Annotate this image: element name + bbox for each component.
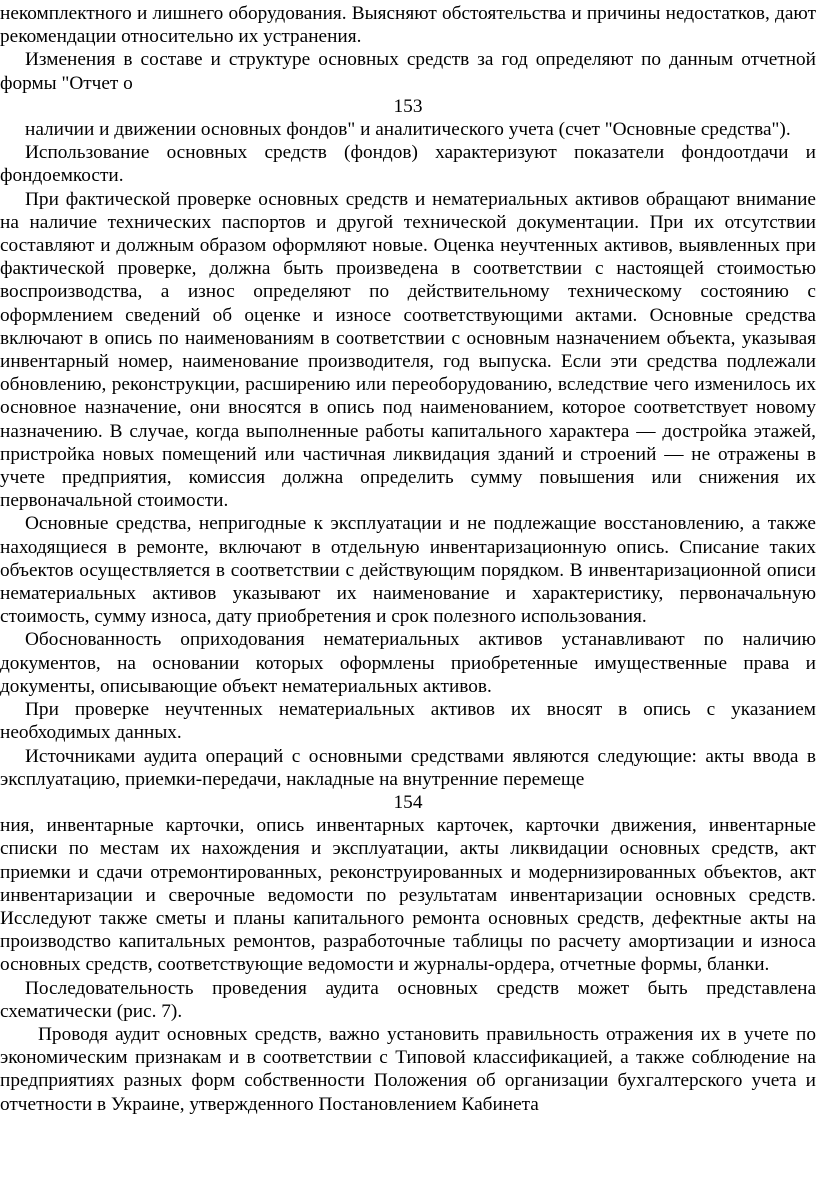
paragraph-continuation: некомплектного и лишнего оборудования. Выясняют обстоятельства и причины недостатков, дают рекомендации относительно их устранения. — [0, 3, 816, 48]
paragraph: Последовательность проведения аудита основных средств может быть представлена схематически (рис. 7). — [0, 977, 816, 1022]
paragraph: Основные средства, непригодные к эксплуатации и не подлежащие восстановлению, а также находящиеся в ремонте, включают в отдельную инвентаризационную опись. Списание таких объектов осуществляется в соответствии с действующим порядком. В инвентаризационной описи нематериальных активов указывают их наименование и характеристику, первоначальную стоимость, сумму износа, дату приобретения и срок полезного использования. — [0, 513, 816, 628]
paragraph: При фактической проверке основных средств и нематериальных активов обращают внимание на наличие технических паспортов и другой технической документации. При их отсутствии составляют и должным образом оформляют новые. Оценка неучтенных активов, выявленных при фактической проверке, должна быть произведена в соответствии с настоящей стоимостью воспроизводства, а износ определяют по действительному техническому состоянию с оформлением сведений об оценке и износе соответствующими актами. Основные средства включают в опись по наименованиям в соответствии с основным назначением объекта, указывая инвентарный номер, наименование производителя, год выпуска. Если эти средства подлежали обновлению, реконструкции, расширению или переоборудованию, вследствие чего изменилось их основное назначение, они вносятся в опись под наименованием, которое соответствует новому назначению. В случае, когда выполненные работы капитального характера — достройка этажей, пристройка новых помещений или частичная ликвидация зданий и строений — не отражены в учете предприятия, комиссия должна определить сумму повышения или снижения их первоначальной стоимости. — [0, 188, 816, 512]
page-number: 154 — [393, 791, 423, 813]
paragraph-continuation: ния, инвентарные карточки, опись инвентарных карточек, карточки движения, инвентарные списки по местам их нахождения и эксплуатации, акты ликвидации основных средств, акт приемки и сдачи отремонтированных, реконструированных и модернизированных объектов, акт инвентаризации и сверочные ведомости по результатам инвентаризации основных средств. Исследуют также сметы и планы капитального ремонта основных средств, дефектные акты на производство капитальных ремонтов, разработочные таблицы по расчету амортизации и износа основных средств, соответствующие ведомости и журналы-ордера, отчетные формы, бланки. — [0, 815, 816, 976]
paragraph: Изменения в составе и структуре основных средств за год определяют по данным отчетной формы "Отчет о — [0, 49, 816, 94]
paragraph: Использование основных средств (фондов) характеризуют показатели фондоотдачи и фондоемкости. — [0, 142, 816, 187]
paragraph: Проводя аудит основных средств, важно установить правильность отражения их в учете по экономическим признакам и в соответствии с Типовой классификацией, а также соблюдение на предприятиях разных форм собственности Положения об организации бухгалтерского учета и отчетности в Украине, утвержденного Постановлением Кабинета — [0, 1023, 816, 1115]
page-number: 153 — [393, 95, 423, 117]
paragraph: Источниками аудита операций с основными средствами являются следующие: акты ввода в эксплуатацию, приемки-передачи, накладные на внутренние перемеще — [0, 745, 816, 790]
paragraph-continuation: наличии и движении основных фондов" и аналитического учета (счет "Основные средства"). — [25, 119, 791, 141]
paragraph: При проверке неучтенных нематериальных активов их вносят в опись с указанием необходимых данных. — [0, 699, 816, 744]
paragraph: Обоснованность оприходования нематериальных активов устанавливают по наличию документов, на основании которых оформлены приобретенные имущественные права и документы, описывающие объект нематериальных активов. — [0, 629, 816, 697]
